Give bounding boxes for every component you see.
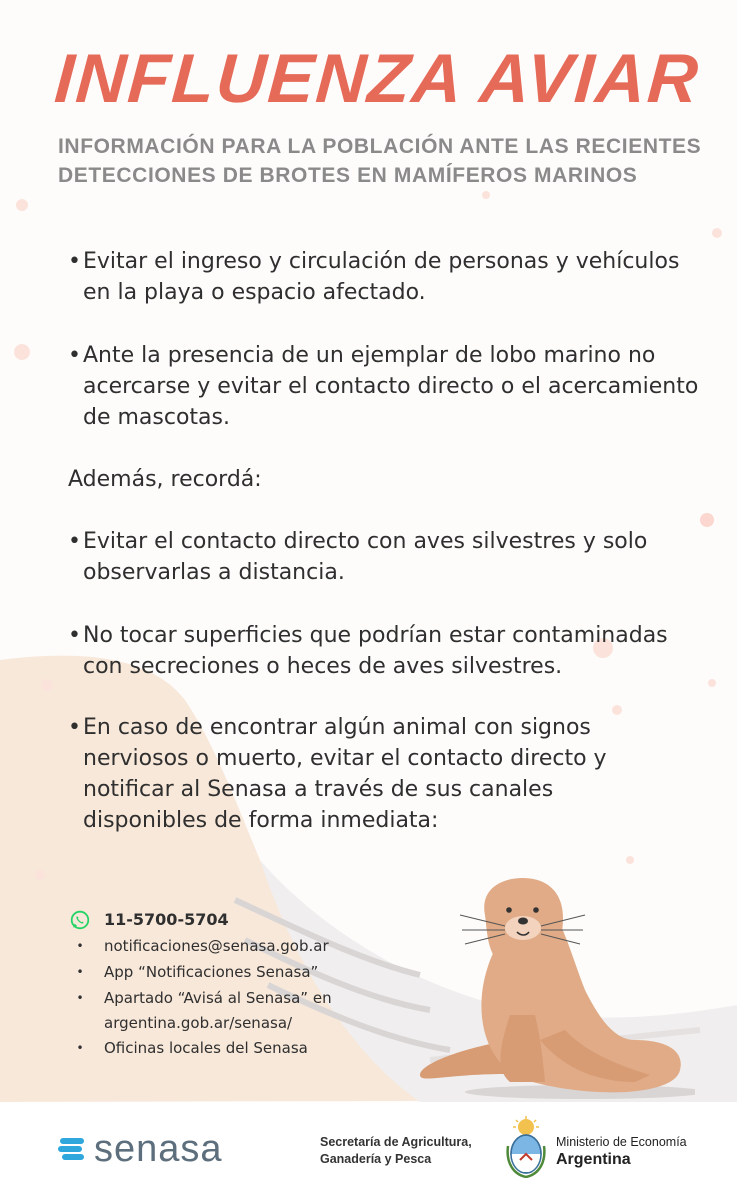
senasa-logo-text: senasa	[94, 1128, 223, 1170]
ministerio-label	[556, 1134, 687, 1170]
ministerio-line: Ministerio de Economía	[556, 1135, 687, 1149]
list-item-text: Evitar el contacto directo con aves silvestres y solo observarlas a distancia.	[83, 529, 648, 585]
bullet-dot: •	[68, 249, 81, 274]
senasa-logo-icon	[58, 1138, 86, 1160]
bullet-dot: •	[76, 965, 84, 979]
list-item-text: En caso de encontrar algún animal con signos nerviosos o muerto, evitar el contacto directo y notificar al Senasa a través de sus canales disponibles de forma inmediata:	[83, 715, 607, 833]
list-item-text: Ante la presencia de un ejemplar de lobo marino no acercarse y evitar el contacto directo o el acercamiento de mascotas.	[83, 343, 699, 430]
list-item-text: No tocar superficies que podrían estar contaminadas con secreciones o heces de aves silvestres.	[83, 623, 668, 679]
contact-phone[interactable]	[70, 907, 390, 933]
contact-web	[70, 985, 390, 1011]
subtitle-line: DETECCIONES DE BROTES EN MAMÍFEROS MARINOS	[58, 164, 638, 187]
phone-number: 11-5700-5704	[104, 910, 229, 929]
secretaria-line: Secretaría de Agricultura,	[320, 1135, 472, 1149]
subtitle-line: INFORMACIÓN PARA LA POBLACIÓN ANTE LAS RECIENTES	[58, 135, 702, 158]
ministerio-country: Argentina	[556, 1151, 631, 1168]
list-item	[68, 712, 628, 836]
page-subtitle	[58, 132, 718, 190]
contact-email[interactable]	[70, 933, 390, 959]
bullet-dot: •	[68, 623, 81, 648]
sea-lion-illustration	[415, 870, 695, 1100]
bullet-dot: •	[68, 343, 81, 368]
offices-text: Oficinas locales del Senasa	[104, 1039, 308, 1057]
bullet-dot: •	[76, 1041, 84, 1055]
list-item	[68, 246, 708, 308]
list-item-text: Evitar el ingreso y circulación de personas y vehículos en la playa o espacio afectado.	[83, 249, 680, 305]
coat-of-arms-icon	[504, 1116, 548, 1178]
bullet-dot: •	[68, 529, 81, 554]
app-name: App “Notificaciones Senasa”	[104, 963, 319, 981]
web-url[interactable]: argentina.gob.ar/senasa/	[104, 1014, 293, 1032]
list-item	[68, 620, 708, 682]
bullet-dot: •	[76, 939, 84, 953]
bullet-dot: •	[76, 991, 84, 1005]
contact-offices	[70, 1035, 390, 1061]
bullet-dot: •	[68, 715, 81, 740]
web-section: Apartado “Avisá al Senasa” en	[104, 989, 332, 1007]
secretaria-line: Ganadería y Pesca	[320, 1152, 432, 1166]
email-address: notificaciones@senasa.gob.ar	[104, 937, 329, 955]
contact-list	[70, 907, 390, 1061]
reminder-heading: Además, recordá:	[68, 467, 262, 492]
footer	[0, 1102, 737, 1200]
list-item	[68, 340, 708, 433]
list-item	[68, 526, 708, 588]
contact-app	[70, 959, 390, 985]
secretaria-label	[320, 1134, 490, 1168]
page-title: INFLUENZA AVIAR	[52, 40, 703, 117]
